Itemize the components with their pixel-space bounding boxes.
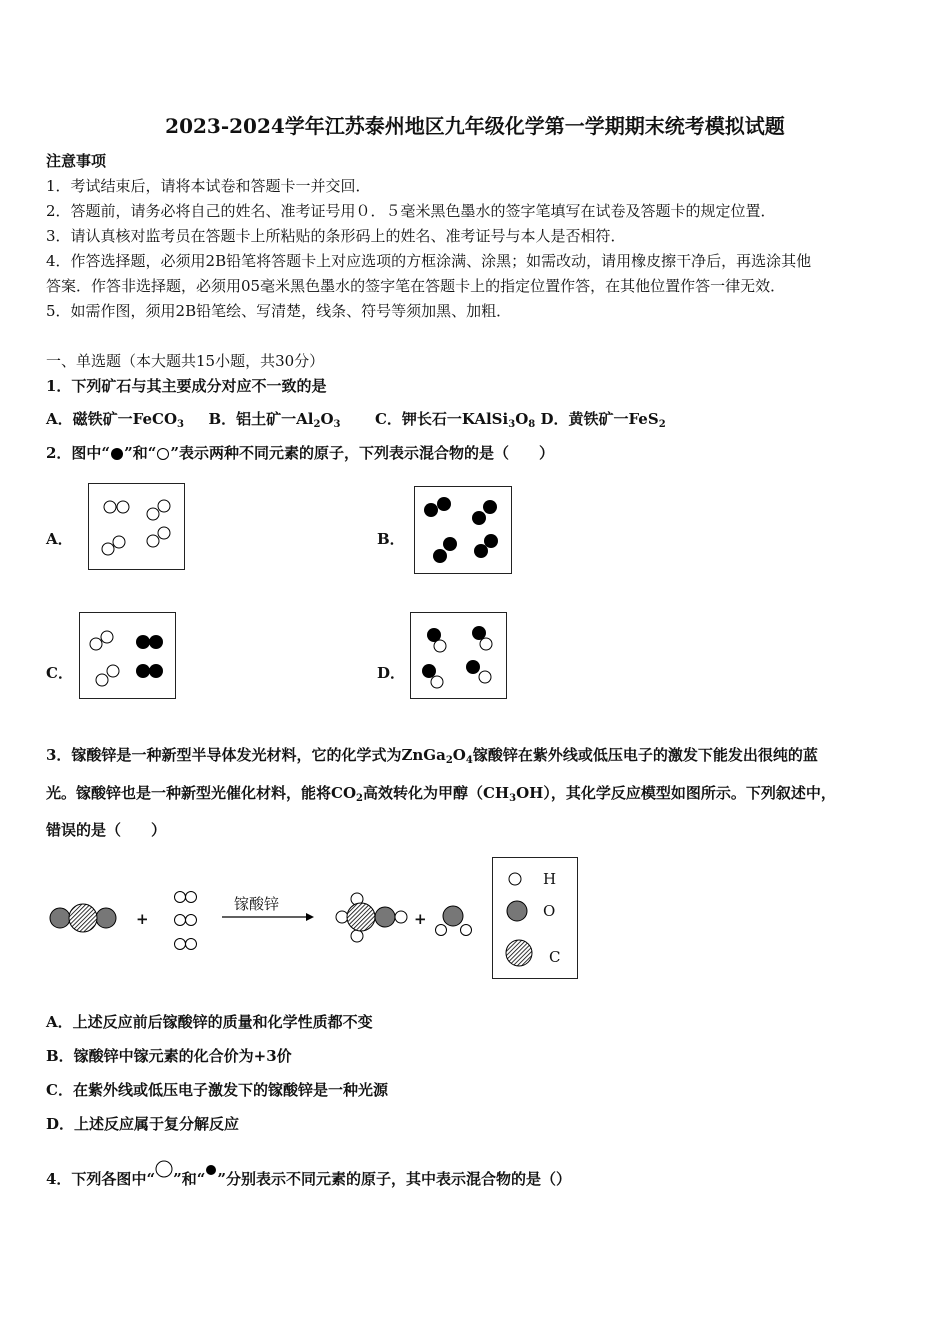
black-molecules-diagram [415,487,513,575]
notice-item: 4．作答选择题，必须用2B铅笔将答题卡上对应选项的方框涂满、涂黑；如需改动，请用橡皮擦干净后，再选涂其他 [46,252,812,270]
q2-diagram-a [88,483,185,570]
q3-option-b: B．镓酸锌中镓元素的化合价为+3价 [46,1047,292,1065]
h2-molecules [170,885,202,955]
q3-stem-line1: 3．镓酸锌是一种新型半导体发光材料，它的化学式为$ZnGa_2O_4$镓酸锌在紫外线或低压电子的激发下能发出很纯的蓝 [46,746,818,766]
atom-legend [492,857,578,979]
page-title: 2023-2024学年江苏泰州地区九年级化学第一学期期末统考模拟试题 [165,114,785,138]
q3-option-d: D．上述反应属于复分解反应 [46,1115,240,1133]
q2-label-d: D． [377,664,406,682]
q2-diagram-c [79,612,176,699]
notice-item: 答案．作答非选择题，必须用05毫米黑色墨水的签字笔在答题卡上的指定位置作答，在其他位置作答一律无效． [46,277,786,295]
q1-stem: 1．下列矿石与其主要成分对应不一致的是 [46,377,327,395]
q3-option-a: A．上述反应前后镓酸锌的质量和化学性质都不变 [46,1013,373,1031]
methanol-molecule [332,886,412,948]
q1-option-a: A．磁铁矿一FeCO$_3$ [46,410,184,430]
q2-label-c: C． [46,664,73,682]
q2-diagram-d [410,612,507,699]
notice-item: 2．答题前，请务必将自己的姓名、准考证号用０．５毫米黑色墨水的签字笔填写在试卷及答题卡的规定位置． [46,202,776,220]
q1-option-b: B．铝土矿一$Al_2O_3$ [208,410,341,430]
compound-molecules-diagram [411,613,508,700]
section-heading: 一、单选题（本大题共15小题，共30分） [46,352,325,370]
q3-option-c: C．在紫外线或低压电子激发下的镓酸锌是一种光源 [46,1081,388,1099]
q1-options [46,409,666,429]
legend-c: C [549,948,561,966]
q2-label-a: A． [46,530,73,548]
q2-diagram-b [414,486,512,574]
q4-stem: 4．下列各图中“ ”和“ ”分别表示不同元素的原子，其中表示混合物的是（） [46,1160,571,1189]
notice-heading: 注意事项 [46,152,107,170]
co2-molecule [46,880,136,956]
notice-item: 3．请认真核对监考员在答题卡上所粘贴的条形码上的姓名、准考证号与本人是否相符． [46,227,626,245]
legend-symbols [493,858,579,980]
plus-sign: + [136,910,149,928]
black-atom-icon [110,447,124,461]
q3-stem-line3: 错误的是（ ） [46,821,167,839]
q2-stem: 2．图中“ ”和“ ”表示两种不同元素的原子，下列表示混合物的是（ ） [46,444,554,462]
legend-h: H [543,870,557,888]
q3-stem-line2: 光。镓酸锌也是一种新型光催化材料，能将$CO_2$高效转化为甲醇$(CH_3OH)$，其化学反应模型如图所示。下列叙述中， [46,784,836,804]
black-atom-icon [205,1164,217,1176]
q1-option-c: C．钾长石一$KAlSi_3O_8$ [374,410,536,430]
notice-item: 5．如需作图，须用2B铅笔绘、写清楚，线条、符号等须加黑、加粗． [46,302,512,320]
q1-option-d: D．黄铁矿一FeS$_2$ [540,410,666,430]
white-atom-icon [155,1160,173,1178]
catalyst-label: 镓酸锌 [234,895,280,913]
white-molecules-diagram [89,484,186,571]
water-molecule [432,902,474,942]
reaction-arrow [220,910,316,924]
notice-item: 1．考试结束后，请将本试卷和答题卡一并交回． [46,177,371,195]
white-atom-icon [156,447,170,461]
q2-label-b: B． [377,530,405,548]
plus-sign: + [414,910,427,928]
mixed-molecules-diagram [80,613,177,700]
legend-o: O [543,902,556,920]
